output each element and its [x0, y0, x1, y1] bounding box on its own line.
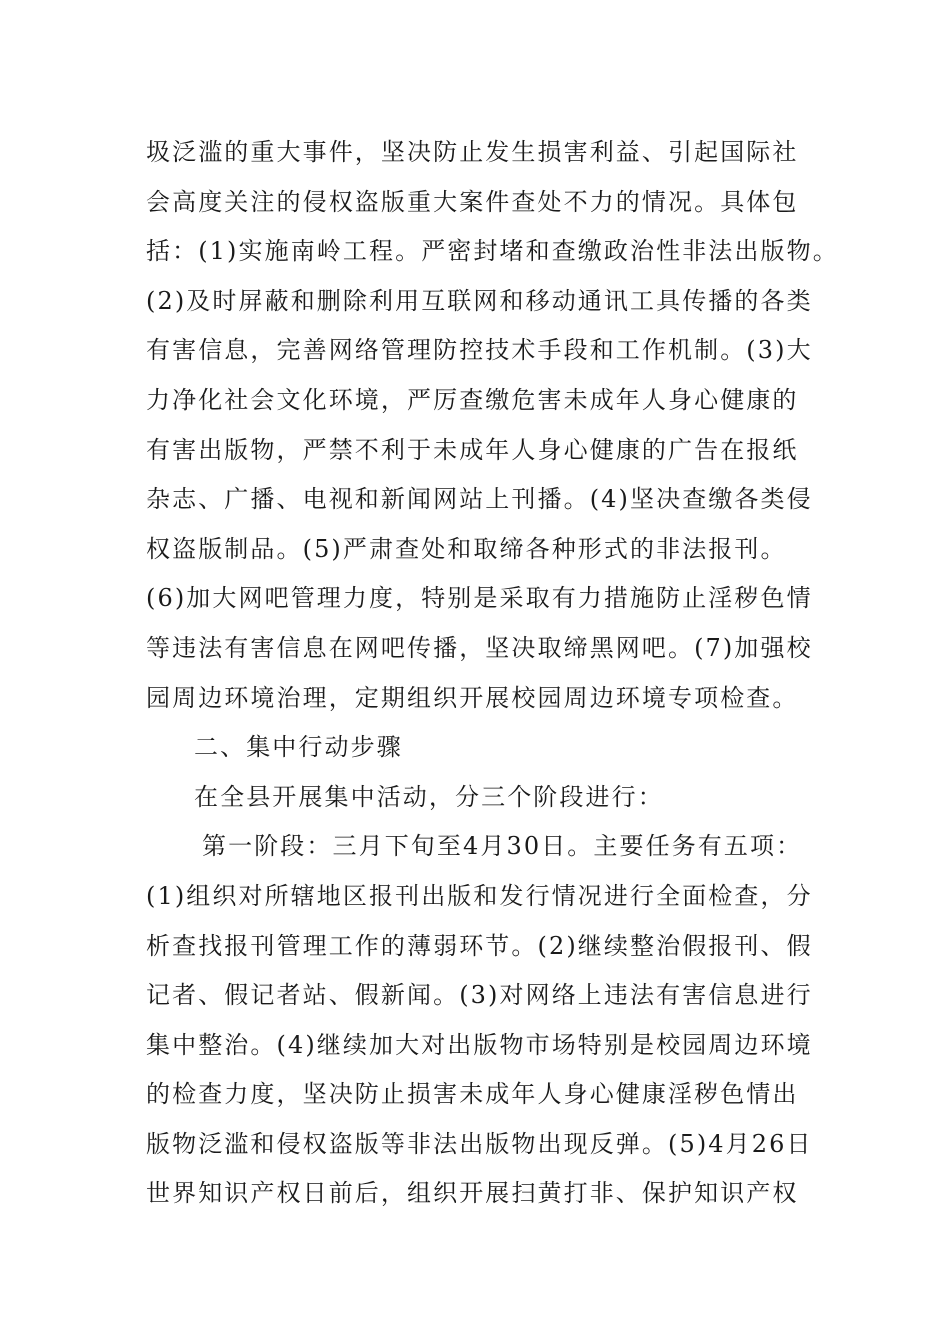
text-line: 权盗版制品。(5)严肃查处和取缔各种形式的非法报刊。: [146, 534, 787, 563]
text-line: 版物泛滥和侵权盗版等非法出版物出现反弹。(5)4月26日: [146, 1129, 813, 1158]
body-text: [146, 128, 846, 1219]
text-line: (2)及时屏蔽和删除利用互联网和移动通讯工具传播的各类: [146, 286, 813, 315]
text-line: 记者、假记者站、假新闻。(3)对网络上违法有害信息进行: [146, 981, 813, 1010]
text-line: 杂志、广播、电视和新闻网站上刊播。(4)坚决查缴各类侵: [146, 485, 813, 514]
paragraph-start: 第一阶段：三月下旬至4月30日。主要任务有五项：: [202, 832, 803, 861]
text-line: 集中整治。(4)继续加大对出版物市场特别是校园周边环境: [146, 1030, 813, 1059]
text-line: 析查找报刊管理工作的薄弱环节。(2)继续整治假报刊、假: [146, 931, 813, 960]
text-line: 的检查力度，坚决防止损害未成年人身心健康淫秽色情出: [146, 1080, 799, 1109]
text-line: 世界知识产权日前后，组织开展扫黄打非、保护知识产权: [146, 1179, 799, 1208]
text-line: (1)组织对所辖地区报刊出版和发行情况进行全面检查，分: [146, 881, 813, 910]
text-line: 括：(1)实施南岭工程。严密封堵和查缴政治性非法出版物。: [146, 237, 839, 266]
paragraph-start: 在全县开展集中活动，分三个阶段进行：: [194, 782, 664, 811]
section-heading: 二、集中行动步骤: [194, 733, 403, 762]
text-line: (6)加大网吧管理力度，特别是采取有力措施防止淫秽色情: [146, 584, 813, 613]
text-line: 力净化社会文化环境，严厉查缴危害未成年人身心健康的: [146, 385, 799, 414]
text-line: 圾泛滥的重大事件，坚决防止发生损害利益、引起国际社: [146, 138, 799, 166]
text-line: 有害信息，完善网络管理防控技术手段和工作机制。(3)大: [146, 336, 813, 365]
text-line: 等违法有害信息在网吧传播，坚决取缔黑网吧。(7)加强校: [146, 633, 813, 662]
text-line: 有害出版物，严禁不利于未成年人身心健康的广告在报纸: [146, 435, 799, 464]
text-line: 会高度关注的侵权盗版重大案件查处不力的情况。具体包: [146, 187, 799, 216]
text-line: 园周边环境治理，定期组织开展校园周边环境专项检查。: [146, 683, 799, 712]
